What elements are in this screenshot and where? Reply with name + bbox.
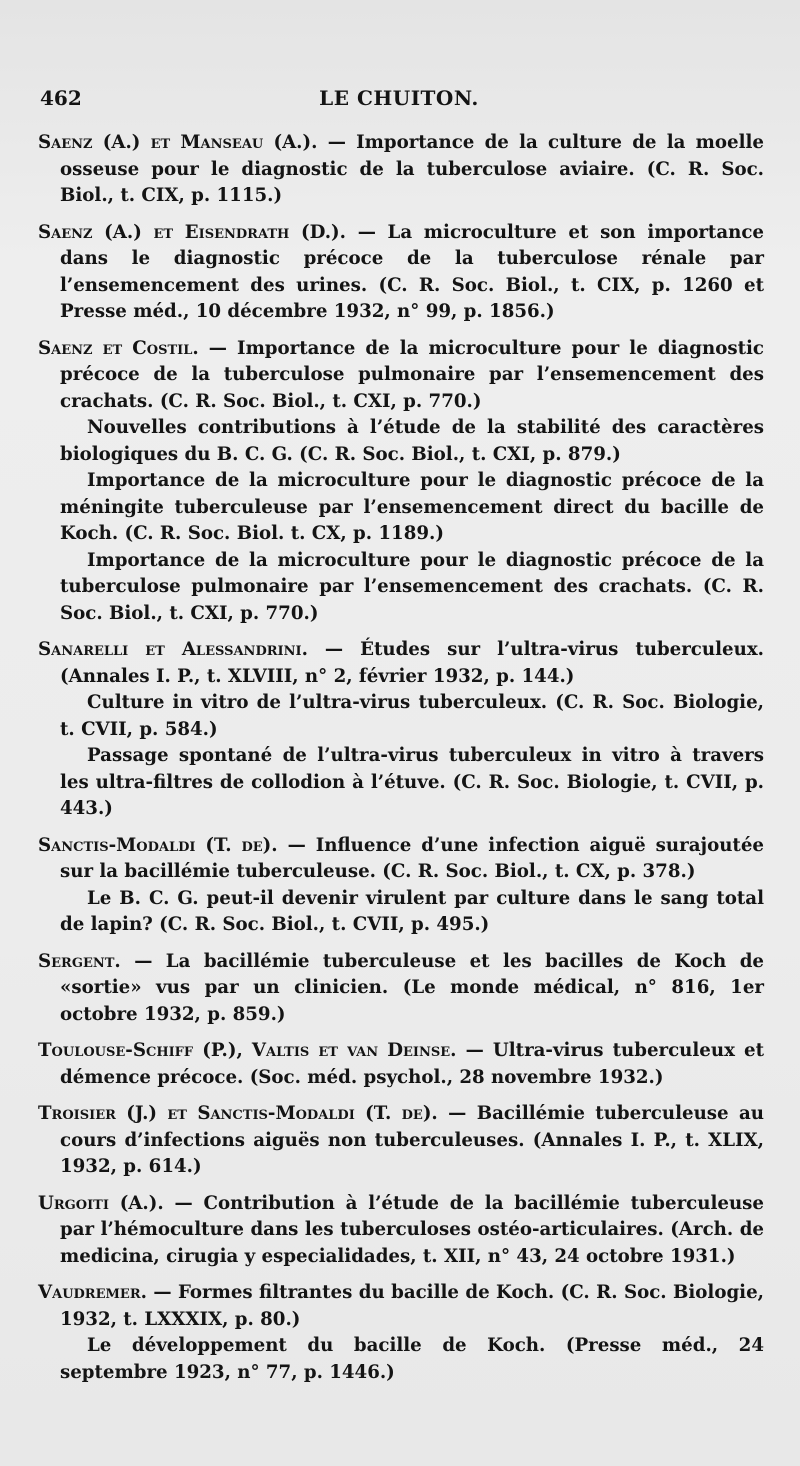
entry-continuation: Importance de la microculture pour le diagnostic précoce de la tuberculose pulmonaire par l’ensemencement des crachats. (C. R. Soc. Biol., t. CXI, p. 770.) xyxy=(60,549,764,624)
entry-continuation: Le développement du bacille de Koch. (Presse méd., 24 septembre 1923, n° 77, p. 1446.) xyxy=(60,1335,764,1383)
entry-text: — Influence d’une infection aiguë surajoutée sur la bacillémie tuberculeuse. (C. R. Soc. Biol., t. CX, p. 378.) xyxy=(60,834,764,882)
bibliography-entry xyxy=(38,1280,764,1386)
entry-author: Urgoiti (A.). xyxy=(38,1192,164,1214)
entry-author: Saenz et Costil. xyxy=(38,337,199,359)
entry-author: Saenz (A.) et Manseau (A.). xyxy=(38,132,318,153)
entry-continuation: Le B. C. G. peut-il devenir virulent par culture dans le sang total de lapin? (C. R. Soc. Biol., t. CVII, p. 495.) xyxy=(60,887,764,935)
entry-text: — Formes filtrantes du bacille de Koch. (C. R. Soc. Biologie, 1932, t. LXXXIX, p. 80.) xyxy=(60,1282,764,1330)
entry-author: Saenz (A.) et Eisendrath (D.). xyxy=(38,221,346,243)
entry-author: Toulouse-Schiff (P.), Valtis et van Deinse. xyxy=(38,1040,457,1061)
entry-author: Vaudremer. xyxy=(38,1282,147,1303)
entry-text: — Contribution à l’étude de la bacillémie tuberculeuse par l’hémoculture dans les tuberculoses ostéo-articulaires. (Arch. de medicina, cirugia y especialidades, t. XII, n° 43, 24 octobre 1931.) xyxy=(60,1192,764,1267)
bibliography-entry xyxy=(38,833,764,939)
bibliography-entry xyxy=(38,130,764,210)
bibliography-entry xyxy=(38,1191,764,1271)
entry-text: — Importance de la culture de la moelle osseuse pour le diagnostic de la tuberculose aviaire. (C. R. Soc. Biol., t. CIX, p. 1115.) xyxy=(60,132,764,206)
bibliography-entry xyxy=(38,1038,764,1091)
bibliography-entry xyxy=(38,220,764,326)
bibliography-entry xyxy=(38,637,764,823)
entry-continuation: Culture in vitro de l’ultra-virus tuberculeux. (C. R. Soc. Biologie, t. CVII, p. 584.) xyxy=(60,692,764,740)
entry-continuation: Nouvelles contributions à l’étude de la stabilité des caractères biologiques du B. C. G. (C. R. Soc. Biol., t. CXI, p. 879.) xyxy=(60,417,764,465)
entry-text: — Bacillémie tuberculeuse au cours d’infections aiguës non tuberculeuses. (Annales I. P., t. XLIX, 1932, p. 614.) xyxy=(60,1103,764,1177)
entry-author: Sergent. xyxy=(38,950,121,972)
page-number: 462 xyxy=(40,86,82,110)
running-title: LE CHUITON. xyxy=(319,86,479,110)
entry-continuation: Passage spontané de l’ultra-virus tuberculeux in vitro à travers les ultra-filtres de collodion à l’étuve. (C. R. Soc. Biologie, t. CVII, p. 443.) xyxy=(60,745,764,819)
entry-author: Troisier (J.) et Sanctis-Modaldi (T. de). xyxy=(38,1103,438,1124)
entry-author: Sanctis-Modaldi (T. de). xyxy=(38,834,278,856)
bibliography-entry xyxy=(38,336,764,628)
bibliography-entry xyxy=(38,1101,764,1181)
entry-text: — Ultra-virus tuberculeux et démence précoce. (Soc. méd. psychol., 28 novembre 1932.) xyxy=(60,1040,765,1088)
page-header xyxy=(38,86,760,120)
entry-text: — La bacillémie tuberculeuse et les bacilles de Koch de «sortie» vus par un clinicien. (Le monde médical, n° 816, 1er octobre 1932, p. 859.) xyxy=(60,950,764,1025)
entry-author: Sanarelli et Alessandrini. xyxy=(38,639,308,660)
entry-text: — Études sur l’ultra-virus tuberculeux. (Annales I. P., t. XLVIII, n° 2, février 1932, p. 144.) xyxy=(60,639,764,687)
entry-text: — La microculture et son importance dans le diagnostic précoce de la tuberculose rénale par l’ensemencement des urines. (C. R. Soc. Biol., t. CIX, p. 1260 et Presse méd., 10 décembre 1932, n° 99, p. 1856.) xyxy=(60,221,764,322)
entry-text: — Importance de la microculture pour le diagnostic précoce de la tuberculose pulmonaire par l’ensemencement des crachats. (C. R. Soc. Biol., t. CXI, p. 770.) xyxy=(60,337,764,412)
entry-continuation: Importance de la microculture pour le diagnostic précoce de la méningite tuberculeuse par l’ensemencement direct du bacille de Koch. (C. R. Soc. Biol. t. CX, p. 1189.) xyxy=(60,470,764,544)
bibliography-entry xyxy=(38,949,764,1029)
bibliography-list xyxy=(38,130,764,1396)
